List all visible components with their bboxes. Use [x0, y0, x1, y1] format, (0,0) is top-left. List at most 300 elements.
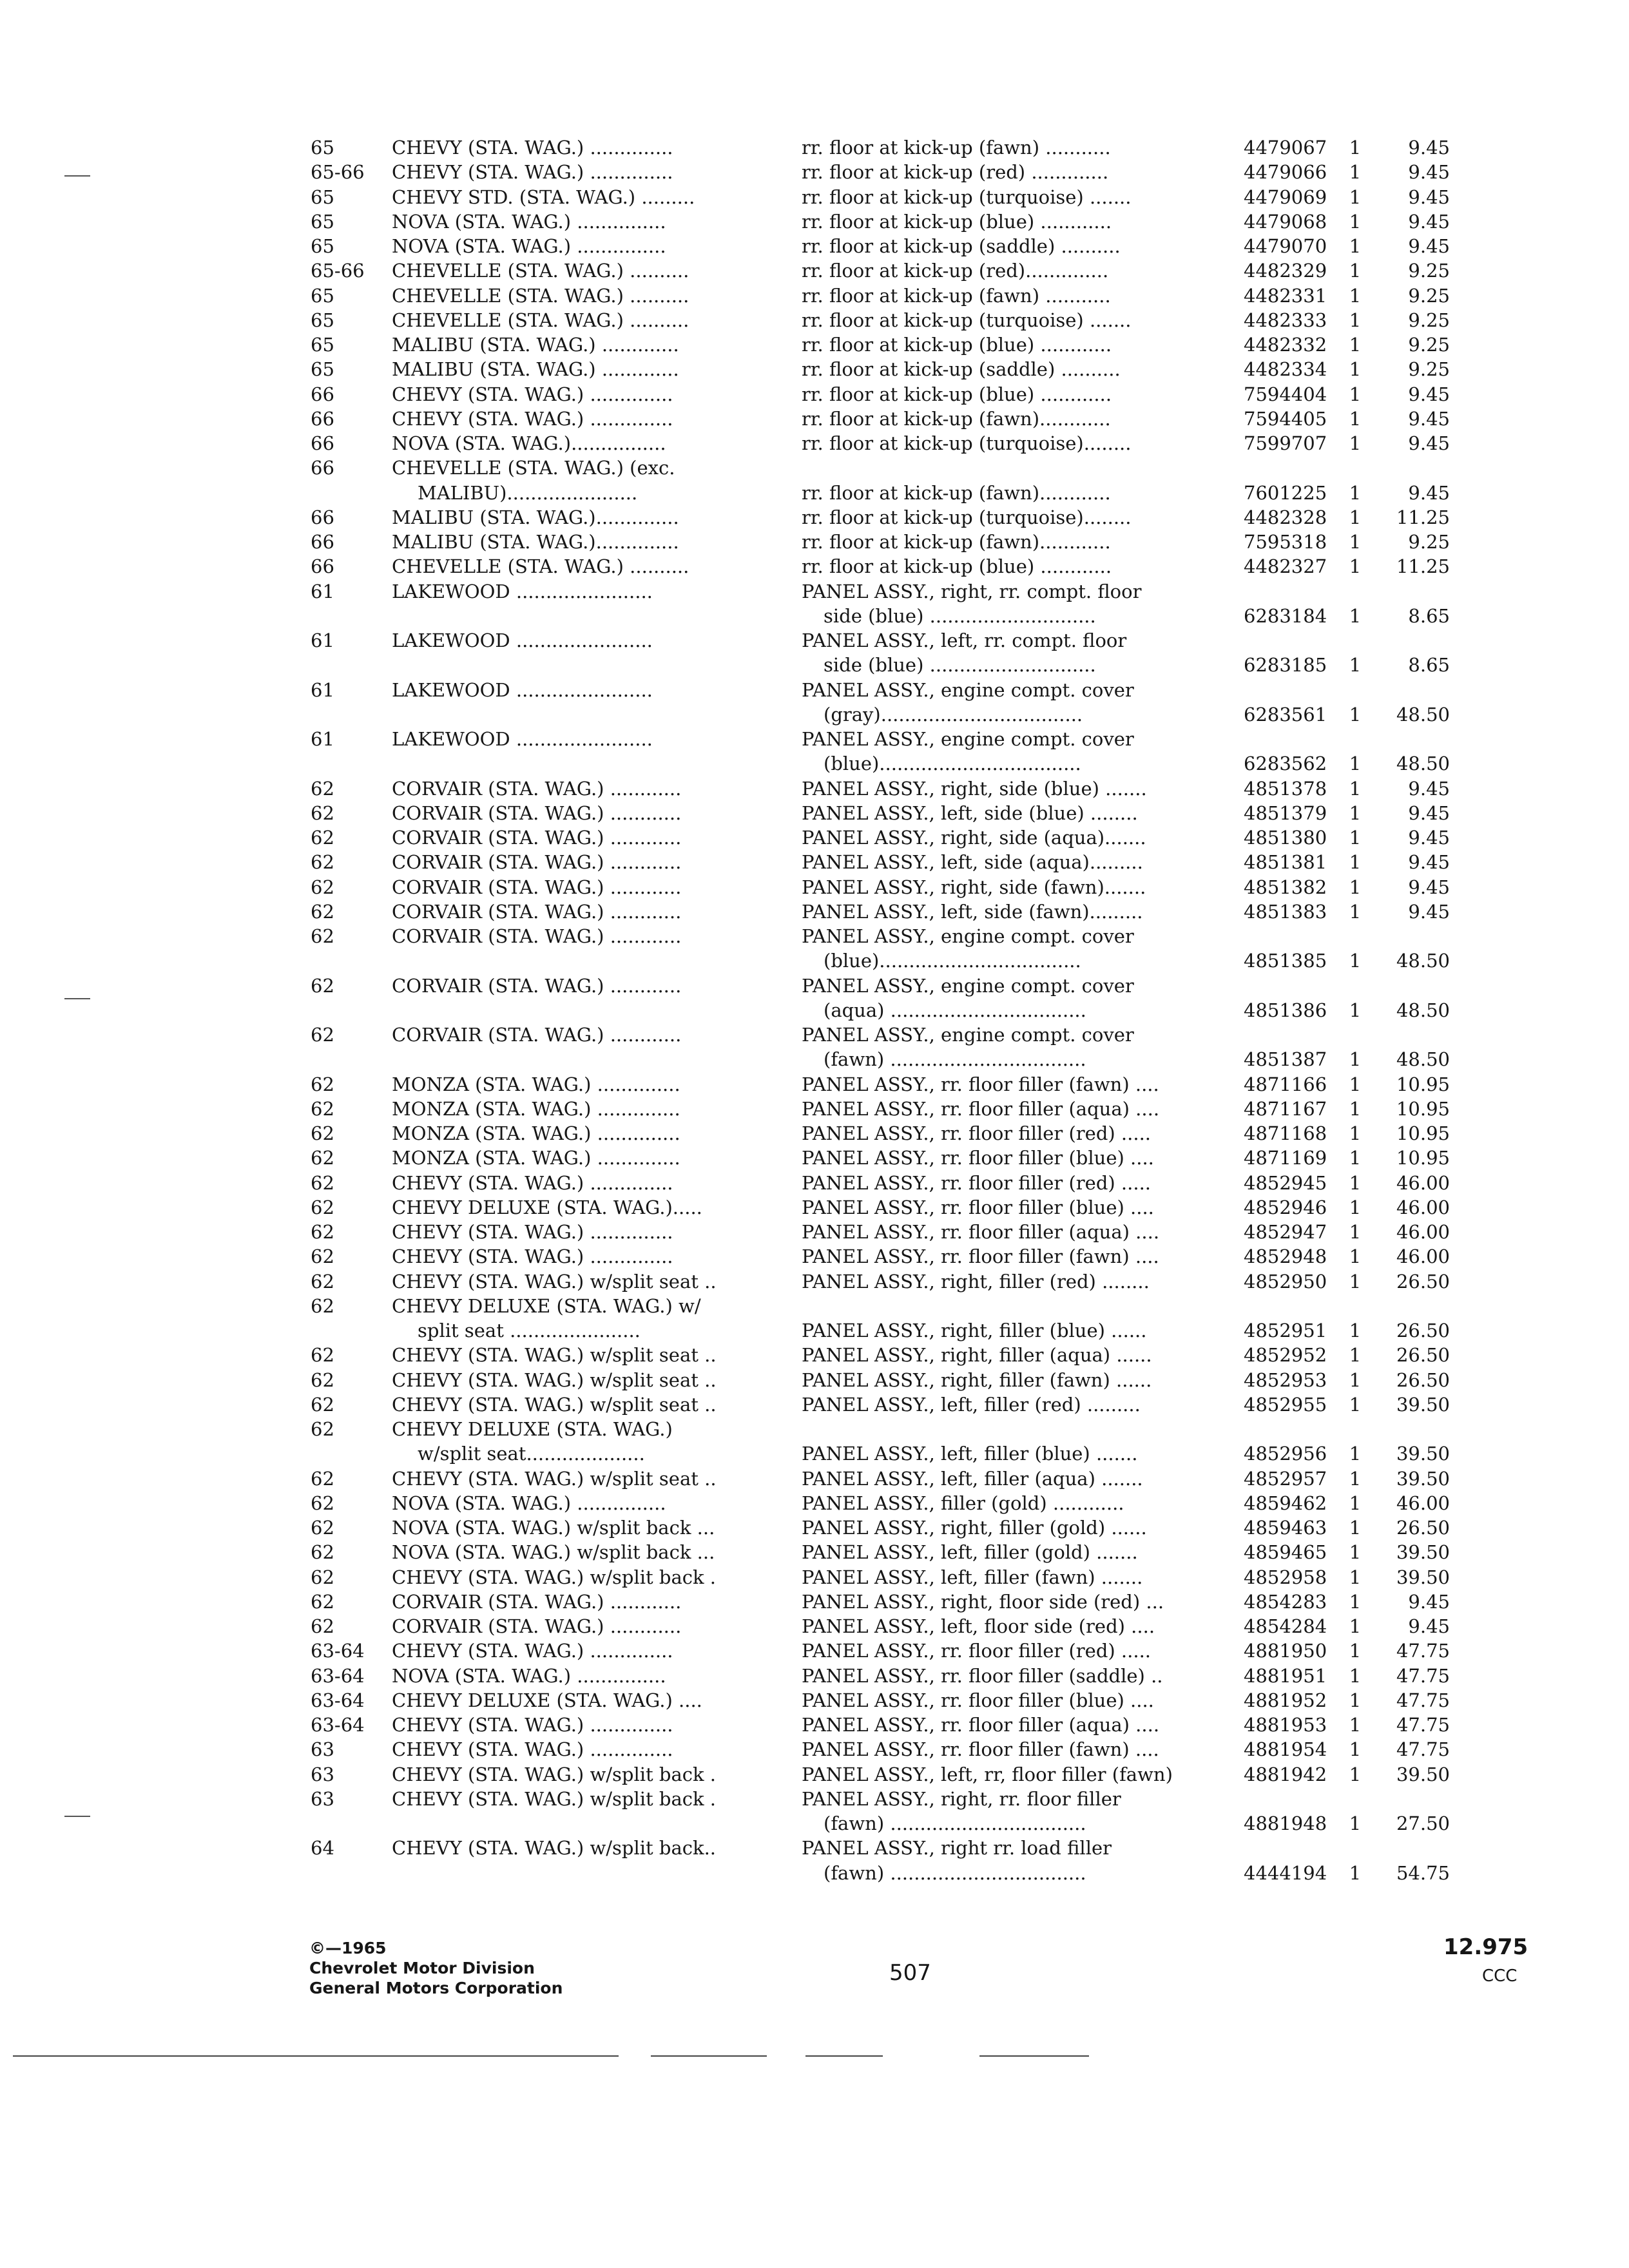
part-description: (fawn) ................................. — [824, 1048, 1086, 1071]
model-year: 62 — [311, 1492, 334, 1514]
price: 39.50 — [1396, 1566, 1450, 1588]
part-number: 4881953 — [1244, 1714, 1327, 1736]
quantity: 1 — [1349, 1443, 1362, 1465]
copyright: ©—1965 — [309, 1939, 387, 1957]
table-row — [0, 1096, 1629, 1122]
part-description: PANEL ASSY., left, filler (red) ......... — [802, 1393, 1141, 1416]
model-name: CORVAIR (STA. WAG.) ............ — [392, 974, 682, 997]
model-name: MALIBU (STA. WAG.) ............. — [392, 334, 679, 356]
quantity: 1 — [1349, 383, 1362, 405]
model-name: CHEVY (STA. WAG.) w/split back . — [392, 1763, 717, 1785]
part-number: 4851378 — [1244, 777, 1327, 800]
part-description: rr. floor at kick-up (fawn) ........... — [802, 284, 1111, 307]
part-number: 4881954 — [1244, 1738, 1327, 1761]
catalog-code: CCC — [1482, 1966, 1518, 1986]
part-number: 4851379 — [1244, 802, 1327, 824]
part-number: 4852948 — [1244, 1245, 1327, 1268]
model-year: 63-64 — [311, 1714, 365, 1736]
price: 9.25 — [1408, 260, 1450, 282]
part-description: rr. floor at kick-up (saddle) .......... — [802, 235, 1121, 257]
part-description: PANEL ASSY., rr. floor filler (fawn) .... — [802, 1245, 1159, 1268]
price: 39.50 — [1396, 1763, 1450, 1785]
part-number: 6283184 — [1244, 604, 1327, 627]
bottom-rule-segment — [651, 2055, 767, 2057]
table-row — [0, 1342, 1629, 1368]
price: 48.50 — [1396, 753, 1450, 775]
part-number: 7599707 — [1244, 432, 1327, 454]
table-row — [0, 726, 1629, 752]
model-name: MONZA (STA. WAG.) .............. — [392, 1073, 680, 1095]
price: 11.25 — [1396, 555, 1450, 578]
quantity: 1 — [1349, 1714, 1362, 1736]
part-description: PANEL ASSY., rr. floor filler (blue) .... — [802, 1196, 1154, 1218]
price: 9.45 — [1408, 1590, 1450, 1613]
part-number: 4851385 — [1244, 950, 1327, 972]
part-number: 4851382 — [1244, 876, 1327, 898]
table-row — [0, 406, 1629, 432]
quantity: 1 — [1349, 284, 1362, 307]
table-row — [0, 1195, 1629, 1220]
quantity: 1 — [1349, 432, 1362, 454]
table-row — [0, 1786, 1629, 1812]
quantity: 1 — [1349, 900, 1362, 923]
model-year: 62 — [311, 1147, 334, 1169]
quantity: 1 — [1349, 1517, 1362, 1539]
model-year: 61 — [311, 629, 334, 651]
part-description: PANEL ASSY., rr. floor filler (red) ..... — [802, 1171, 1152, 1194]
quantity: 1 — [1349, 1270, 1362, 1293]
table-row — [0, 1269, 1629, 1294]
quantity: 1 — [1349, 1763, 1362, 1785]
table-row — [0, 430, 1629, 456]
part-number: 4482327 — [1244, 555, 1327, 578]
quantity: 1 — [1349, 1320, 1362, 1341]
price: 9.45 — [1408, 802, 1450, 824]
part-number: 4482332 — [1244, 334, 1327, 356]
section-reference: 12.975 — [1443, 1934, 1528, 1960]
quantity: 1 — [1349, 1245, 1362, 1268]
part-description: rr. floor at kick-up (blue) ............ — [802, 555, 1112, 578]
part-number: 4479069 — [1244, 186, 1327, 208]
bottom-rule-segment — [805, 2055, 883, 2057]
price: 26.50 — [1396, 1320, 1450, 1341]
table-row — [0, 1490, 1629, 1516]
part-number: 6283185 — [1244, 654, 1327, 677]
quantity: 1 — [1349, 1097, 1362, 1120]
part-number: 4871167 — [1244, 1097, 1327, 1120]
part-description: PANEL ASSY., right, rr. compt. floor — [802, 580, 1142, 602]
quantity: 1 — [1349, 1541, 1362, 1564]
model-year: 62 — [311, 1590, 334, 1613]
model-year: 62 — [311, 1294, 334, 1317]
part-description: PANEL ASSY., left, side (blue) ........ — [802, 802, 1138, 824]
part-description: rr. floor at kick-up (fawn)............ — [802, 531, 1111, 553]
table-row — [0, 455, 1629, 481]
part-description: PANEL ASSY., right, floor side (red) ... — [802, 1590, 1164, 1613]
model-name: NOVA (STA. WAG.)................ — [392, 432, 666, 454]
part-description: PANEL ASSY., left, filler (blue) ....... — [802, 1443, 1138, 1465]
price: 9.45 — [1408, 851, 1450, 874]
part-number: 4851387 — [1244, 1048, 1327, 1071]
model-year: 65-66 — [311, 260, 365, 282]
part-number: 6283562 — [1244, 753, 1327, 775]
part-number: 6283561 — [1244, 703, 1327, 726]
model-year: 62 — [311, 1073, 334, 1095]
quantity: 1 — [1349, 1738, 1362, 1761]
part-number: 4444194 — [1244, 1861, 1327, 1884]
model-name: CHEVY DELUXE (STA. WAG.) w/ — [392, 1294, 701, 1317]
part-number: 4871168 — [1244, 1122, 1327, 1144]
table-row — [0, 553, 1629, 579]
model-name: LAKEWOOD ....................... — [392, 629, 653, 651]
price: 9.45 — [1408, 235, 1450, 257]
model-year: 62 — [311, 1171, 334, 1194]
price: 9.45 — [1408, 827, 1450, 849]
part-description: PANEL ASSY., right, side (fawn)....... — [802, 876, 1146, 898]
quantity: 1 — [1349, 753, 1362, 775]
model-name: CHEVY STD. (STA. WAG.) ......... — [392, 186, 695, 208]
model-year: 65 — [311, 358, 334, 381]
part-number: 4479067 — [1244, 137, 1327, 159]
part-number: 4881948 — [1244, 1812, 1327, 1834]
part-number: 4851383 — [1244, 900, 1327, 923]
quantity: 1 — [1349, 260, 1362, 282]
table-row — [0, 825, 1629, 850]
price: 48.50 — [1396, 1048, 1450, 1071]
part-description: side (blue) ............................ — [824, 654, 1096, 677]
price: 46.00 — [1396, 1245, 1450, 1268]
model-name: NOVA (STA. WAG.) ............... — [392, 210, 666, 233]
quantity: 1 — [1349, 1812, 1362, 1834]
part-number: 4479070 — [1244, 235, 1327, 257]
model-name: NOVA (STA. WAG.) ............... — [392, 235, 666, 257]
model-name: MALIBU (STA. WAG.).............. — [392, 531, 679, 553]
model-name: NOVA (STA. WAG.) w/split back ... — [392, 1541, 715, 1564]
quantity: 1 — [1349, 1171, 1362, 1194]
quantity: 1 — [1349, 506, 1362, 528]
part-description: (blue).................................. — [824, 950, 1081, 972]
part-number: 4482328 — [1244, 506, 1327, 528]
model-year: 62 — [311, 1024, 334, 1046]
price: 11.25 — [1396, 506, 1450, 528]
part-description: PANEL ASSY., right, filler (aqua) ...... — [802, 1344, 1152, 1367]
part-description: PANEL ASSY., left, side (fawn)......... — [802, 900, 1143, 923]
quantity: 1 — [1349, 1221, 1362, 1243]
model-name: CORVAIR (STA. WAG.) ............ — [392, 1590, 682, 1613]
table-row — [0, 800, 1629, 826]
part-number: 7601225 — [1244, 481, 1327, 504]
model-name: MONZA (STA. WAG.) .............. — [392, 1147, 680, 1169]
price: 9.25 — [1408, 309, 1450, 331]
model-name: CORVAIR (STA. WAG.) ............ — [392, 1024, 682, 1046]
part-description: rr. floor at kick-up (red).............. — [802, 260, 1109, 282]
model-year: 62 — [311, 1344, 334, 1367]
part-description: PANEL ASSY., rr. floor filler (aqua) .... — [802, 1714, 1160, 1736]
model-year: 66 — [311, 383, 334, 405]
model-year: 62 — [311, 1245, 334, 1268]
model-year: 62 — [311, 1097, 334, 1120]
model-name: CHEVY (STA. WAG.) .............. — [392, 1640, 673, 1662]
table-row — [0, 874, 1629, 900]
part-number: 4479066 — [1244, 161, 1327, 184]
table-row — [0, 356, 1629, 382]
model-name: split seat ...................... — [418, 1320, 641, 1341]
quantity: 1 — [1349, 334, 1362, 356]
price: 10.95 — [1396, 1147, 1450, 1169]
table-row — [0, 209, 1629, 235]
price: 47.75 — [1396, 1664, 1450, 1687]
table-row — [0, 1835, 1629, 1861]
part-description: PANEL ASSY., engine compt. cover — [802, 728, 1134, 750]
part-description: PANEL ASSY., left, floor side (red) .... — [802, 1615, 1155, 1637]
price: 46.00 — [1396, 1171, 1450, 1194]
part-number: 4852956 — [1244, 1443, 1327, 1465]
part-description: PANEL ASSY., rr. floor filler (fawn) .... — [802, 1073, 1159, 1095]
model-name: CORVAIR (STA. WAG.) ............ — [392, 827, 682, 849]
table-row — [0, 1613, 1629, 1639]
model-name: CHEVELLE (STA. WAG.) (exc. — [392, 457, 675, 479]
part-description: PANEL ASSY., filler (gold) ............ — [802, 1492, 1124, 1514]
quantity: 1 — [1349, 802, 1362, 824]
price: 46.00 — [1396, 1196, 1450, 1218]
scan-mark — [64, 1816, 90, 1817]
table-row — [0, 1589, 1629, 1615]
price: 39.50 — [1396, 1541, 1450, 1564]
model-year: 62 — [311, 851, 334, 874]
model-year: 63-64 — [311, 1640, 365, 1662]
model-name: LAKEWOOD ....................... — [392, 728, 653, 750]
price: 9.45 — [1408, 210, 1450, 233]
price: 26.50 — [1396, 1344, 1450, 1367]
quantity: 1 — [1349, 1689, 1362, 1711]
quantity: 1 — [1349, 876, 1362, 898]
model-name: CORVAIR (STA. WAG.) ............ — [392, 802, 682, 824]
model-name: CORVAIR (STA. WAG.) ............ — [392, 777, 682, 800]
quantity: 1 — [1349, 1393, 1362, 1416]
quantity: 1 — [1349, 654, 1362, 677]
model-name: MONZA (STA. WAG.) .............. — [392, 1097, 680, 1120]
model-year: 66 — [311, 457, 334, 479]
part-description: PANEL ASSY., right, filler (gold) ...... — [802, 1517, 1147, 1539]
part-number: 4851381 — [1244, 851, 1327, 874]
price: 8.65 — [1408, 654, 1450, 677]
model-year: 66 — [311, 531, 334, 553]
model-year: 66 — [311, 555, 334, 578]
price: 48.50 — [1396, 703, 1450, 726]
quantity: 1 — [1349, 1073, 1362, 1095]
table-row — [0, 1466, 1629, 1492]
scan-mark — [64, 175, 90, 177]
model-name: CHEVELLE (STA. WAG.) .......... — [392, 555, 689, 578]
table-row — [0, 579, 1629, 604]
model-year: 62 — [311, 1541, 334, 1564]
price: 9.25 — [1408, 531, 1450, 553]
table-row — [0, 603, 1629, 629]
price: 39.50 — [1396, 1443, 1450, 1465]
model-name: CHEVY (STA. WAG.) w/split seat .. — [392, 1270, 717, 1293]
quantity: 1 — [1349, 1467, 1362, 1490]
price: 9.45 — [1408, 900, 1450, 923]
part-number: 4881942 — [1244, 1763, 1327, 1785]
price: 8.65 — [1408, 604, 1450, 627]
model-name: CHEVY (STA. WAG.) w/split back . — [392, 1787, 717, 1810]
price: 27.50 — [1396, 1812, 1450, 1834]
table-row — [0, 849, 1629, 875]
part-description: PANEL ASSY., left, filler (fawn) ....... — [802, 1566, 1143, 1588]
model-name: CORVAIR (STA. WAG.) ............ — [392, 900, 682, 923]
price: 54.75 — [1396, 1861, 1450, 1884]
part-description: PANEL ASSY., right rr. load filler — [802, 1837, 1112, 1860]
table-row — [0, 1022, 1629, 1048]
quantity: 1 — [1349, 481, 1362, 504]
table-row — [0, 628, 1629, 653]
table-row — [0, 1392, 1629, 1418]
part-description: PANEL ASSY., engine compt. cover — [802, 974, 1134, 997]
part-description: PANEL ASSY., engine compt. cover — [802, 678, 1134, 701]
page-number: 507 — [889, 1960, 931, 1986]
quantity: 1 — [1349, 137, 1362, 159]
model-name: CHEVY (STA. WAG.) .............. — [392, 383, 673, 405]
quantity: 1 — [1349, 1048, 1362, 1071]
quantity: 1 — [1349, 358, 1362, 381]
model-name: CHEVELLE (STA. WAG.) .......... — [392, 260, 689, 282]
price: 39.50 — [1396, 1467, 1450, 1490]
table-row — [0, 751, 1629, 776]
model-year: 62 — [311, 1566, 334, 1588]
model-year: 62 — [311, 1418, 334, 1440]
part-description: rr. floor at kick-up (turquoise) ....... — [802, 309, 1132, 331]
table-row — [0, 702, 1629, 727]
part-number: 7594405 — [1244, 407, 1327, 430]
part-number: 4854284 — [1244, 1615, 1327, 1637]
part-number: 4482331 — [1244, 284, 1327, 307]
table-row — [0, 1663, 1629, 1689]
part-description: PANEL ASSY., right, filler (red) ........ — [802, 1270, 1150, 1293]
table-row — [0, 1046, 1629, 1072]
model-name: CHEVY (STA. WAG.) .............. — [392, 1221, 673, 1243]
model-name: CHEVY (STA. WAG.) w/split back . — [392, 1566, 717, 1588]
table-row — [0, 1762, 1629, 1787]
price: 10.95 — [1396, 1073, 1450, 1095]
model-year: 61 — [311, 580, 334, 602]
table-row — [0, 1367, 1629, 1393]
part-number: 4881951 — [1244, 1664, 1327, 1687]
part-description: rr. floor at kick-up (fawn)............ — [802, 407, 1111, 430]
price: 9.45 — [1408, 186, 1450, 208]
model-year: 64 — [311, 1837, 334, 1860]
price: 9.45 — [1408, 481, 1450, 504]
part-number: 4482333 — [1244, 309, 1327, 331]
model-name: CHEVY (STA. WAG.) .............. — [392, 1171, 673, 1194]
part-description: (fawn) ................................. — [824, 1812, 1086, 1834]
table-row — [0, 283, 1629, 309]
table-row — [0, 1860, 1629, 1886]
price: 26.50 — [1396, 1270, 1450, 1293]
model-year: 65 — [311, 210, 334, 233]
table-row — [0, 1219, 1629, 1245]
part-description: PANEL ASSY., right, filler (fawn) ...... — [802, 1369, 1152, 1391]
model-year: 62 — [311, 925, 334, 947]
part-number: 4881952 — [1244, 1689, 1327, 1711]
part-description: rr. floor at kick-up (blue) ............ — [802, 210, 1112, 233]
part-description: PANEL ASSY., engine compt. cover — [802, 925, 1134, 947]
part-description: rr. floor at kick-up (turquoise)........ — [802, 506, 1132, 528]
quantity: 1 — [1349, 210, 1362, 233]
table-row — [0, 529, 1629, 555]
table-row — [0, 1120, 1629, 1146]
table-row — [0, 1736, 1629, 1762]
part-description: PANEL ASSY., rr. floor filler (red) ..... — [802, 1122, 1152, 1144]
table-row — [0, 1811, 1629, 1836]
model-name: CHEVY (STA. WAG.) w/split seat .. — [392, 1467, 717, 1490]
part-description: (aqua) ................................. — [824, 999, 1086, 1021]
price: 46.00 — [1396, 1221, 1450, 1243]
model-name: CHEVY DELUXE (STA. WAG.) .... — [392, 1689, 702, 1711]
part-description: PANEL ASSY., left, filler (gold) ....... — [802, 1541, 1138, 1564]
table-row — [0, 1072, 1629, 1097]
part-description: PANEL ASSY., left, side (aqua)......... — [802, 851, 1143, 874]
model-name: LAKEWOOD ....................... — [392, 678, 653, 701]
table-row — [0, 1515, 1629, 1541]
model-year: 66 — [311, 432, 334, 454]
table-row — [0, 1318, 1629, 1343]
part-number: 4852958 — [1244, 1566, 1327, 1588]
quantity: 1 — [1349, 1196, 1362, 1218]
price: 9.45 — [1408, 383, 1450, 405]
model-year: 62 — [311, 802, 334, 824]
model-name: CHEVY (STA. WAG.) .............. — [392, 407, 673, 430]
quantity: 1 — [1349, 1344, 1362, 1367]
quantity: 1 — [1349, 1492, 1362, 1514]
quantity: 1 — [1349, 851, 1362, 874]
model-year: 65-66 — [311, 161, 365, 184]
model-year: 65 — [311, 309, 334, 331]
part-number: 4881950 — [1244, 1640, 1327, 1662]
part-description: PANEL ASSY., rr. floor filler (aqua) .... — [802, 1221, 1160, 1243]
model-name: MALIBU)...................... — [418, 481, 638, 504]
price: 26.50 — [1396, 1369, 1450, 1391]
part-number: 4482334 — [1244, 358, 1327, 381]
model-name: LAKEWOOD ....................... — [392, 580, 653, 602]
quantity: 1 — [1349, 161, 1362, 184]
division-name: Chevrolet Motor Division — [309, 1959, 535, 1977]
model-name: CHEVY (STA. WAG.) w/split seat .. — [392, 1344, 717, 1367]
part-description: PANEL ASSY., rr. floor filler (blue) .... — [802, 1147, 1154, 1169]
model-name: CHEVY (STA. WAG.) w/split back.. — [392, 1837, 717, 1860]
part-number: 4852947 — [1244, 1221, 1327, 1243]
model-year: 62 — [311, 900, 334, 923]
model-name: MALIBU (STA. WAG.).............. — [392, 506, 679, 528]
part-number: 7594404 — [1244, 383, 1327, 405]
model-year: 65 — [311, 186, 334, 208]
price: 39.50 — [1396, 1393, 1450, 1416]
part-description: PANEL ASSY., rr. floor filler (aqua) .... — [802, 1097, 1160, 1120]
table-row — [0, 997, 1629, 1023]
table-row — [0, 677, 1629, 703]
quantity: 1 — [1349, 703, 1362, 726]
model-name: CHEVY (STA. WAG.) w/split seat .. — [392, 1393, 717, 1416]
table-row — [0, 899, 1629, 925]
table-row — [0, 1293, 1629, 1319]
quantity: 1 — [1349, 309, 1362, 331]
table-row — [0, 1638, 1629, 1664]
price: 9.25 — [1408, 284, 1450, 307]
quantity: 1 — [1349, 1147, 1362, 1169]
part-number: 4482329 — [1244, 260, 1327, 282]
part-number: 4852953 — [1244, 1369, 1327, 1391]
model-year: 62 — [311, 876, 334, 898]
price: 47.75 — [1396, 1714, 1450, 1736]
